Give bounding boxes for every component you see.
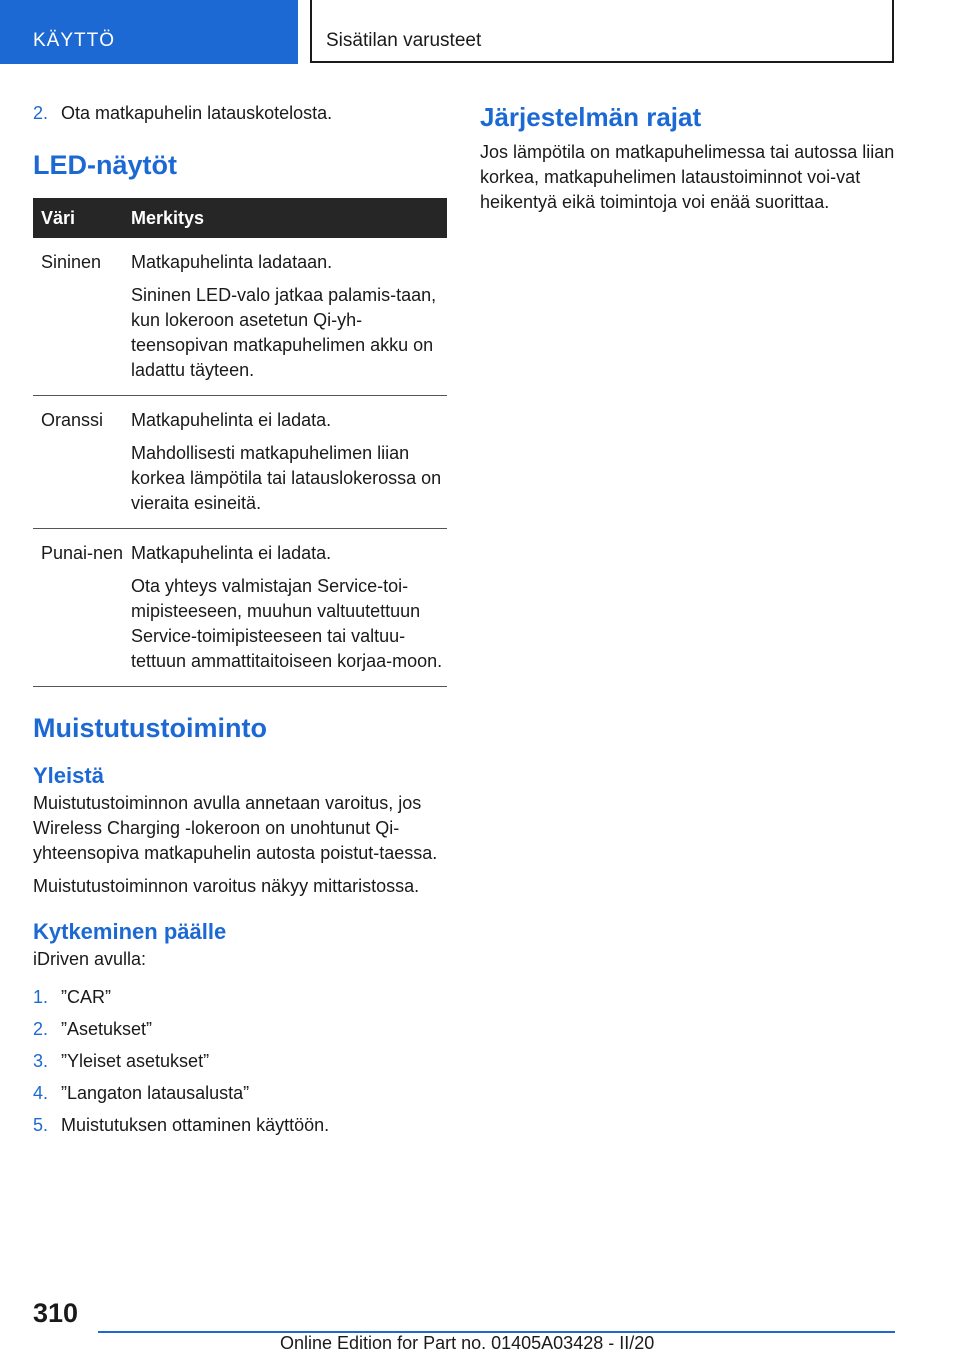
table-header-row xyxy=(33,198,447,238)
list-text: ”CAR” xyxy=(61,987,111,1007)
table-header-color: Väri xyxy=(33,198,131,238)
table-cell-color: Oranssi xyxy=(33,396,131,529)
list-item xyxy=(33,1016,448,1042)
list-text: ”Langaton latausalusta” xyxy=(61,1083,250,1103)
list-number: 2. xyxy=(33,103,49,123)
list-number: 2. xyxy=(33,1019,49,1039)
general-paragraph: Muistutustoiminnon avulla annetaan varoitus, jos Wireless Charging -lokeroon on unohtunut Qi-yhteensopiva matkapuhelin autosta poistut-taessa. xyxy=(33,793,438,863)
list-number: 3. xyxy=(33,1051,49,1071)
list-item xyxy=(33,100,448,126)
table-row xyxy=(33,529,447,687)
list-item xyxy=(33,1048,448,1074)
table-cell-meaning xyxy=(131,396,447,529)
header-chapter-label: Sisätilan varusteet xyxy=(326,30,482,51)
header-chapter-box xyxy=(310,0,894,63)
meaning-line: Matkapuhelinta ei ladata. xyxy=(131,410,332,430)
table-cell-color: Sininen xyxy=(33,238,131,396)
header-section-label: KÄYTTÖ xyxy=(33,30,116,51)
led-displays-heading: LED-näytöt xyxy=(33,150,177,180)
list-number: 5. xyxy=(33,1115,49,1135)
page-number: 310 xyxy=(33,1298,79,1328)
footer-edition: Online Edition for Part no. 01405A03428 - II/20 xyxy=(280,1333,655,1353)
meaning-line: Mahdollisesti matkapuhelimen liian korkea lämpötila tai latauslokerossa on vieraita esineitä. xyxy=(131,443,442,513)
header-section-tab xyxy=(0,0,298,64)
table-cell-meaning xyxy=(131,529,447,687)
table-row xyxy=(33,396,447,529)
table-header-meaning: Merkitys xyxy=(131,198,447,238)
list-text: ”Asetukset” xyxy=(61,1019,153,1039)
led-table xyxy=(33,198,447,687)
list-item xyxy=(33,1112,448,1138)
list-item xyxy=(33,984,448,1010)
list-item xyxy=(33,1080,448,1106)
list-number: 4. xyxy=(33,1083,49,1103)
table-row xyxy=(33,238,447,396)
table-cell-meaning xyxy=(131,238,447,396)
meaning-line: Matkapuhelinta ei ladata. xyxy=(131,543,332,563)
general-paragraph: Muistutustoiminnon varoitus näkyy mittaristossa. xyxy=(33,876,420,896)
table-cell-color: Punai-nen xyxy=(33,529,131,687)
list-text: ”Yleiset asetukset” xyxy=(61,1051,210,1071)
system-limits-heading: Järjestelmän rajat xyxy=(480,102,702,132)
list-number: 1. xyxy=(33,987,49,1007)
system-limits-paragraph: Jos lämpötila on matkapuhelimessa tai autossa liian korkea, matkapuhelimen lataustoiminnot voi-vat heikentyä eikä toimintoja voi enää suorittaa. xyxy=(480,142,895,212)
activate-heading: Kytkeminen päälle xyxy=(33,919,227,944)
meaning-line: Ota yhteys valmistajan Service-toi-mipisteeseen, muuhun valtuutettuun Service-toimipisteeseen tai valtuu-tettuun ammattitaitoiseen korjaa-moon. xyxy=(131,576,443,671)
general-heading: Yleistä xyxy=(33,763,104,788)
activate-intro: iDriven avulla: xyxy=(33,949,147,969)
left-column xyxy=(33,100,448,1144)
reminder-heading: Muistutustoiminto xyxy=(33,713,267,743)
right-column xyxy=(480,100,895,223)
list-text: Muistutuksen ottaminen käyttöön. xyxy=(61,1115,330,1135)
meaning-line: Sininen LED-valo jatkaa palamis-taan, kun lokeroon asetetun Qi-yh-teensopivan matkapuhelimen akku on ladattu täyteen. xyxy=(131,285,437,380)
list-text: Ota matkapuhelin latauskotelosta. xyxy=(61,103,333,123)
meaning-line: Matkapuhelinta ladataan. xyxy=(131,252,333,272)
